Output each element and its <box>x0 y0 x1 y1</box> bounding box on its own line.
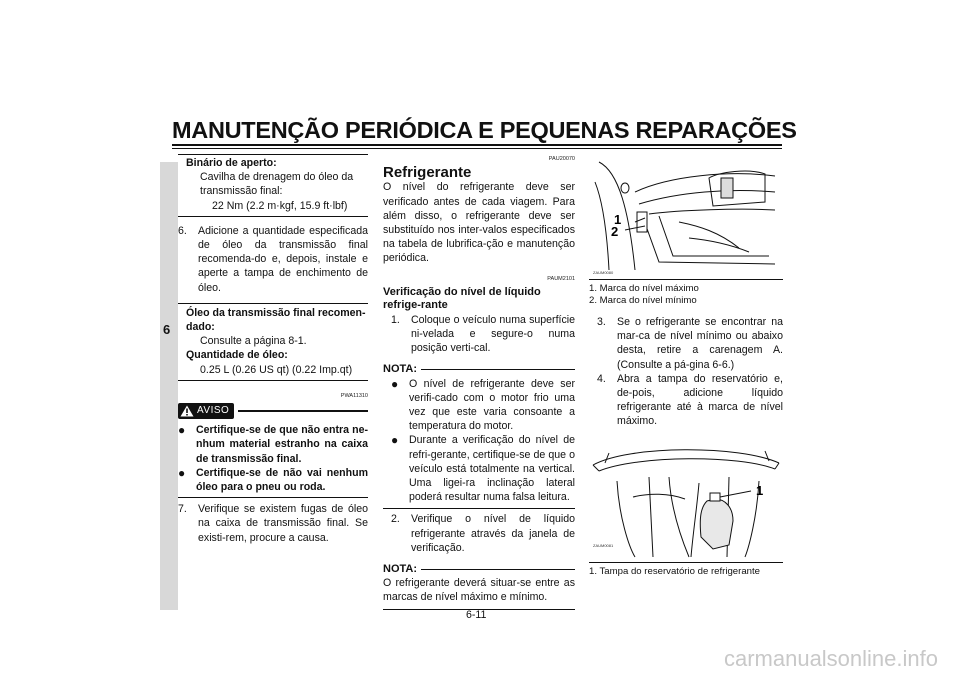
step-text: Verifique o nível de líquido refrigerante através da janela de verificação. <box>411 513 575 554</box>
torque-box <box>178 154 368 217</box>
nota-bullet: ● O nível de refrigerante deve ser verifi-cado com o motor frio uma vez que este varia consoante a temperatura do motor. <box>391 376 575 433</box>
coolant-window-illustration <box>589 152 783 276</box>
step-text: Se o refrigerante se encontrar na mar-ca de nível mínimo ou abaixo desta, retire a carenagem A. (Consulte a pá-gina 6-6.) <box>617 316 783 371</box>
step-text: Abra a tampa do reservatório e, de-pois, adicione líquido refrigerante até à marca de nível máximo. <box>617 372 783 428</box>
oil-qty-heading: Quantidade de óleo: <box>186 349 288 362</box>
warning-code: PWA11310 <box>340 392 368 399</box>
section-heading: Refrigerante <box>383 164 472 182</box>
callout-2: 2 <box>611 224 619 239</box>
nota-label: NOTA: <box>383 363 418 376</box>
site-watermark[interactable]: carmanualsonline.info <box>723 646 938 671</box>
steps-3-4 <box>589 315 783 429</box>
step-text: Coloque o veículo numa superfície ni-velada e segure-o numa posição verti-cal. <box>411 313 575 355</box>
chapter-tab <box>160 162 178 610</box>
figure-reservoir <box>589 437 783 559</box>
step-text: Verifique se existem fugas de óleo na caixa de transmissão final. Se existi-rem, procure a causa. <box>198 503 368 544</box>
subsection-code: PAUM2101 <box>547 275 575 282</box>
caption: 2. Marca do nível mínimo <box>589 295 697 306</box>
warning-header <box>178 403 368 419</box>
section-intro: O nível do refrigerante deve ser verificado antes de cada viagem. Para além disso, o refrigerante deve ser substituído nos inter-valos especificados na tabela de lubrifica-ção e manutenção periódica. <box>383 181 575 265</box>
bullet-icon: ● <box>391 433 399 448</box>
column-3 <box>589 152 783 578</box>
step-number: 6. <box>178 224 187 237</box>
caption: 1. Marca do nível máximo <box>589 283 699 294</box>
bullet-icon: ● <box>178 465 186 480</box>
nota-label: NOTA: <box>383 563 418 576</box>
step-text: Adicione a quantidade especificada de óleo da transmissão final recomenda-do e, depois, instale e aperte a tampa de enchimento de óleo. <box>198 224 368 294</box>
step-7 <box>178 502 368 545</box>
torque-value: 22 Nm (2.2 m·kgf, 15.9 ft·lbf) <box>212 199 348 212</box>
step-number: 2. <box>391 513 400 526</box>
callout-1: 1 <box>614 212 622 227</box>
figure-2-caption <box>589 562 783 578</box>
oil-qty-value: 0.25 L (0.26 US qt) (0.22 Imp.qt) <box>200 363 353 376</box>
warning-bullet: ● Certifique-se de que não entra ne-nhum material estranho na caixa de transmissão final. <box>178 423 368 465</box>
step-6 <box>178 224 368 295</box>
step-number: 3. <box>597 316 606 328</box>
oil-heading: Óleo da transmissão final recomen-dado: <box>186 306 366 334</box>
column-1 <box>178 154 368 545</box>
step-4 <box>597 372 783 429</box>
title-rule <box>172 144 782 146</box>
nota-header <box>383 562 575 576</box>
figure-code: ZAUM0080 <box>593 270 614 275</box>
nota-header <box>383 362 575 376</box>
caption: 1. Tampa do reservatório de refrigerante <box>589 565 761 577</box>
warning-body <box>178 423 368 498</box>
step-3 <box>597 315 783 372</box>
oil-box <box>178 303 368 381</box>
nota-body <box>383 377 575 510</box>
torque-item: Cavilha de drenagem do óleo da transmissão final: <box>200 171 354 198</box>
torque-heading: Binário de aperto: <box>186 157 277 169</box>
title-rule <box>172 148 782 149</box>
chapter-number: 6 <box>163 322 171 337</box>
warning-rule <box>238 410 368 412</box>
step-1 <box>383 313 575 356</box>
page-number: 6-11 <box>466 609 487 621</box>
step-number: 7. <box>178 503 187 516</box>
figure-code: ZAUM0081 <box>593 542 614 548</box>
step-number: 4. <box>597 372 606 385</box>
section-code: PAU20070 <box>548 156 575 162</box>
reservoir-illustration <box>589 437 783 559</box>
nota-text: O refrigerante deverá situar-se entre as marcas de nível máximo e mínimo. <box>383 576 575 609</box>
callout-1: 1 <box>756 482 764 498</box>
figure-1-captions <box>589 279 783 307</box>
column-2 <box>383 152 575 610</box>
warning-label: AVISO <box>197 405 230 417</box>
bullet-icon: ● <box>391 376 399 391</box>
subsection-heading: Verificação do nível de líquido refrige-rante <box>383 285 541 311</box>
warning-badge <box>178 403 234 419</box>
oil-ref: Consulte a página 8-1. <box>200 335 307 348</box>
bullet-icon: ● <box>178 423 186 438</box>
page-title: MANUTENÇÃO PERIÓDICA E PEQUENAS REPARAÇÕES <box>172 117 797 143</box>
warning-icon <box>180 405 194 417</box>
nota-bullet: ● Durante a verificação do nível de refri-gerante, certifique-se de que o veículo está totalmente na vertical. Uma ligei-ra inclinação lateral poderá resultar numa falsa leitura. <box>391 433 575 504</box>
step-number: 1. <box>391 313 400 326</box>
step-2 <box>383 512 575 555</box>
figure-coolant-window <box>589 152 783 276</box>
warning-bullet: ● Certifique-se de não vai nenhum óleo para o pneu ou roda. <box>178 465 368 494</box>
